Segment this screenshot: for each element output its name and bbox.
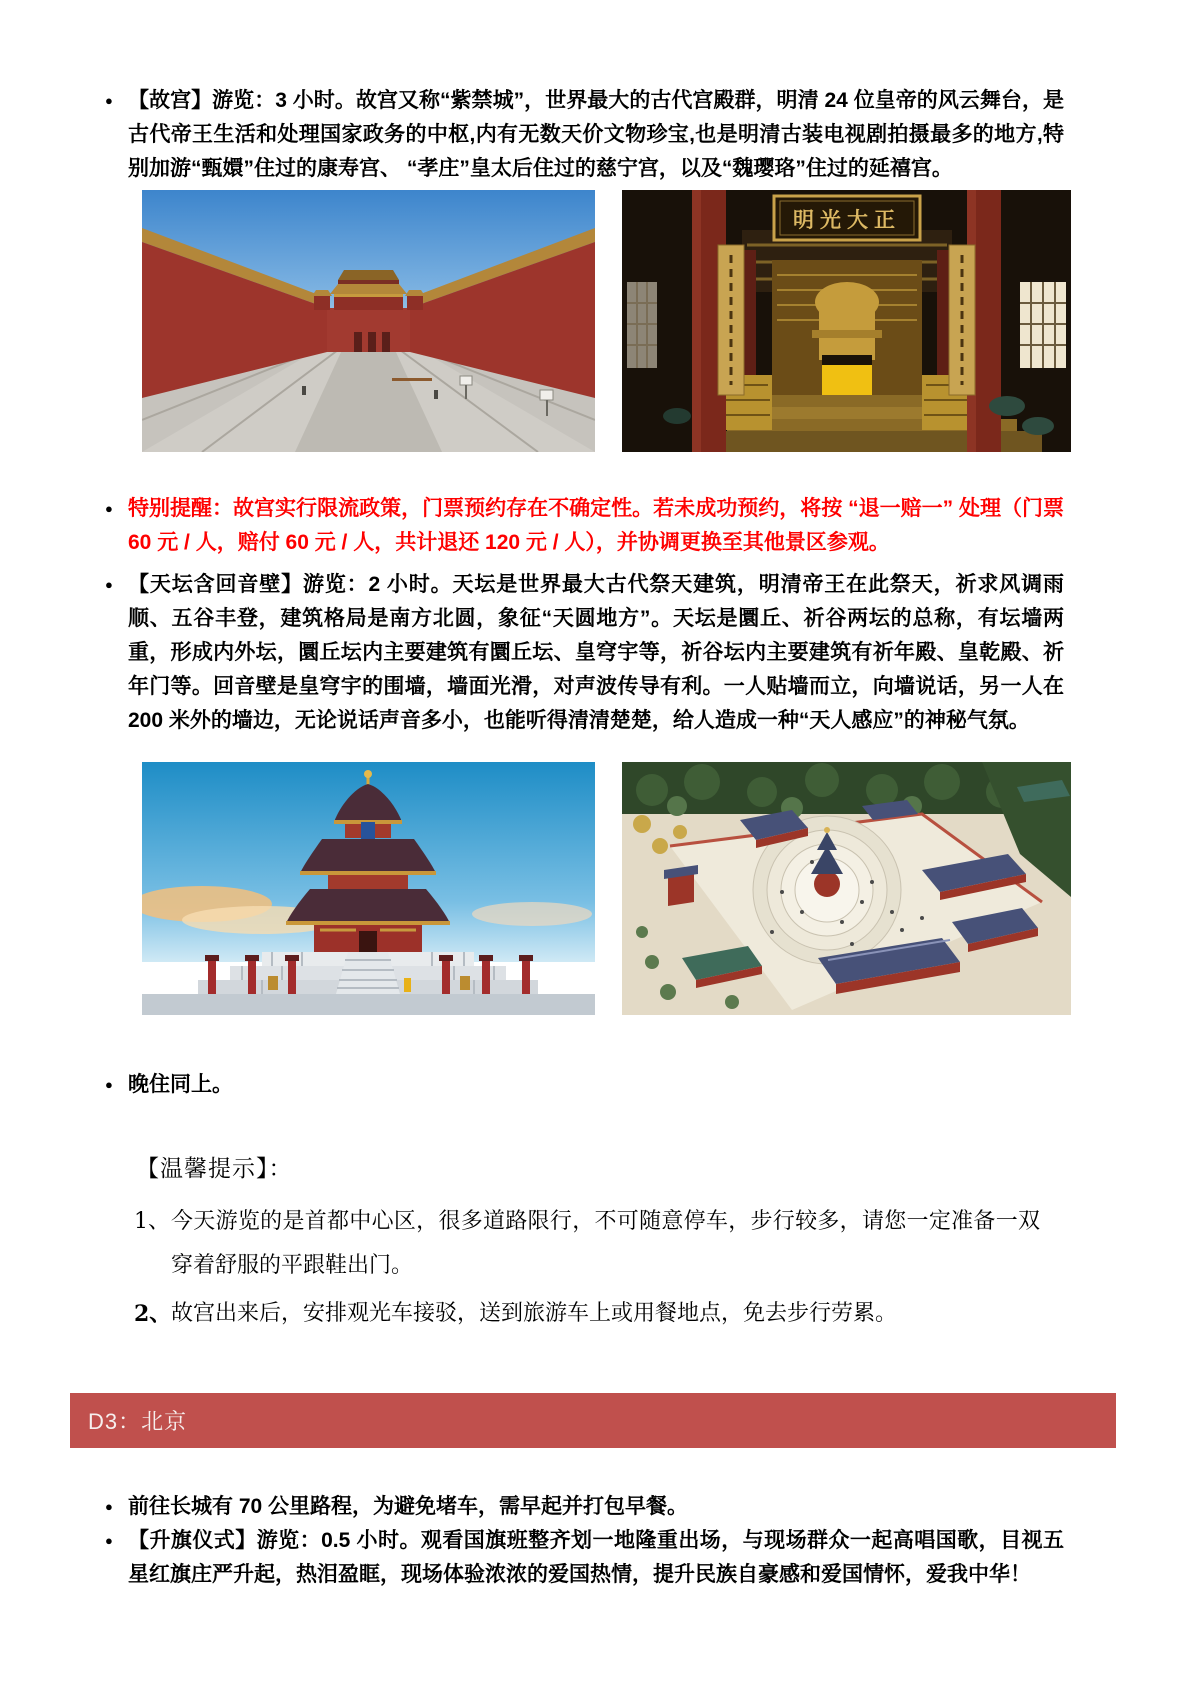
paragraph-warning [105,492,1064,560]
paragraph-tiantan-text: 【天坛含回音壁】游览：2 小时。天坛是世界最大古代祭天建筑，明清帝王在此祭天，祈求风调雨顺、五谷丰登，建筑格局是南方北圆，象征“天圆地方”。天坛是圜丘、祈谷两坛的总称，有坛墙两重，形成内外坛，圜丘坛内主要建筑有圜丘坛、皇穹宇等，祈谷坛内主要建筑有祈年殿、皇乾殿、祈年门等。回音壁是皇穹宇的围墙，墙面光滑，对声波传导有利。一人贴墙而立，向墙说话，另一人在 200 米外的墙边，无论说话声音多小，也能听得清清楚楚，给人造成一种“天人感应”的神秘气氛。 [128,573,1064,732]
paragraph-warning-text: 特别提醒：故宫实行限流政策，门票预约存在不确定性。若未成功预约，将按 “退一赔一” 处理（门票 60 元 / 人，赔付 60 元 / 人，共计退还 120 元 / 人），并协调更换至其他景区参观。 [128,497,1064,554]
tip-1-number: 1、 [134,1209,170,1234]
day3-banner-label: D3：北京 [88,1409,188,1434]
bullet-icon: ● [105,577,113,592]
paragraph-flag-text: 【升旗仪式】游览：0.5 小时。观看国旗班整齐划一地隆重出场，与现场群众一起高唱国歌，目视五星红旗庄严升起，热泪盈眶，现场体验浓浓的爱国热情，提升民族自豪感和爱国情怀，爱我中华！ [128,1529,1064,1586]
day3-banner [70,1393,1116,1448]
forbidden-city-meridian-gate-photo [142,190,595,452]
paragraph-tiantan [105,568,1064,738]
paragraph-gugong-text: 【故宫】游览：3 小时。故宫又称“紫禁城”，世界最大的古代宫殿群，明清 24 位皇帝的风云舞台，是古代帝王生活和处理国家政务的中枢,内有无数天价文物珍宝,也是明清古装电视剧拍摄最多的地方,特别加游“甄嬛”住过的康寿宫、 “孝庄”皇太后住过的慈宁宫，以及“魏璎珞”住过的延禧宫。 [128,89,1064,180]
paragraph-flag [105,1524,1064,1592]
tip-item-2 [134,1292,1040,1336]
paragraph-greatwall-text: 前往长城有 70 公里路程，为避免堵车，需早起并打包早餐。 [128,1495,689,1518]
paragraph-greatwall [105,1490,1064,1524]
forbidden-city-throne-hall-photo [622,190,1071,452]
photo-row-tiantan [142,762,1071,1015]
tip-2-text: 故宫出来后，安排观光车接驳，送到旅游车上或用餐地点，免去步行劳累。 [171,1301,898,1326]
bullet-icon: ● [105,93,113,108]
tips-title: 【温馨提示】： [136,1156,293,1182]
paragraph-stay-text: 晚住同上。 [128,1073,233,1096]
bullet-icon: ● [105,1499,113,1514]
tip-2-number: 2、 [134,1301,172,1327]
photo-row-gugong [142,190,1071,452]
bullet-icon: ● [105,501,113,516]
paragraph-gugong [105,84,1064,186]
bullet-icon: ● [105,1533,113,1548]
tip-item-1 [134,1200,1040,1288]
bullet-icon: ● [105,1077,113,1092]
circular-mound-aerial-photo [622,762,1071,1015]
tip-1-text: 今天游览的是首都中心区，很多道路限行，不可随意停车，步行较多，请您一定准备一双穿着舒服的平跟鞋出门。 [171,1209,1040,1278]
throne-plaque-text: 明光大正 [793,209,901,232]
paragraph-stay [105,1068,928,1102]
temple-of-heaven-hall-photo [142,762,595,1015]
